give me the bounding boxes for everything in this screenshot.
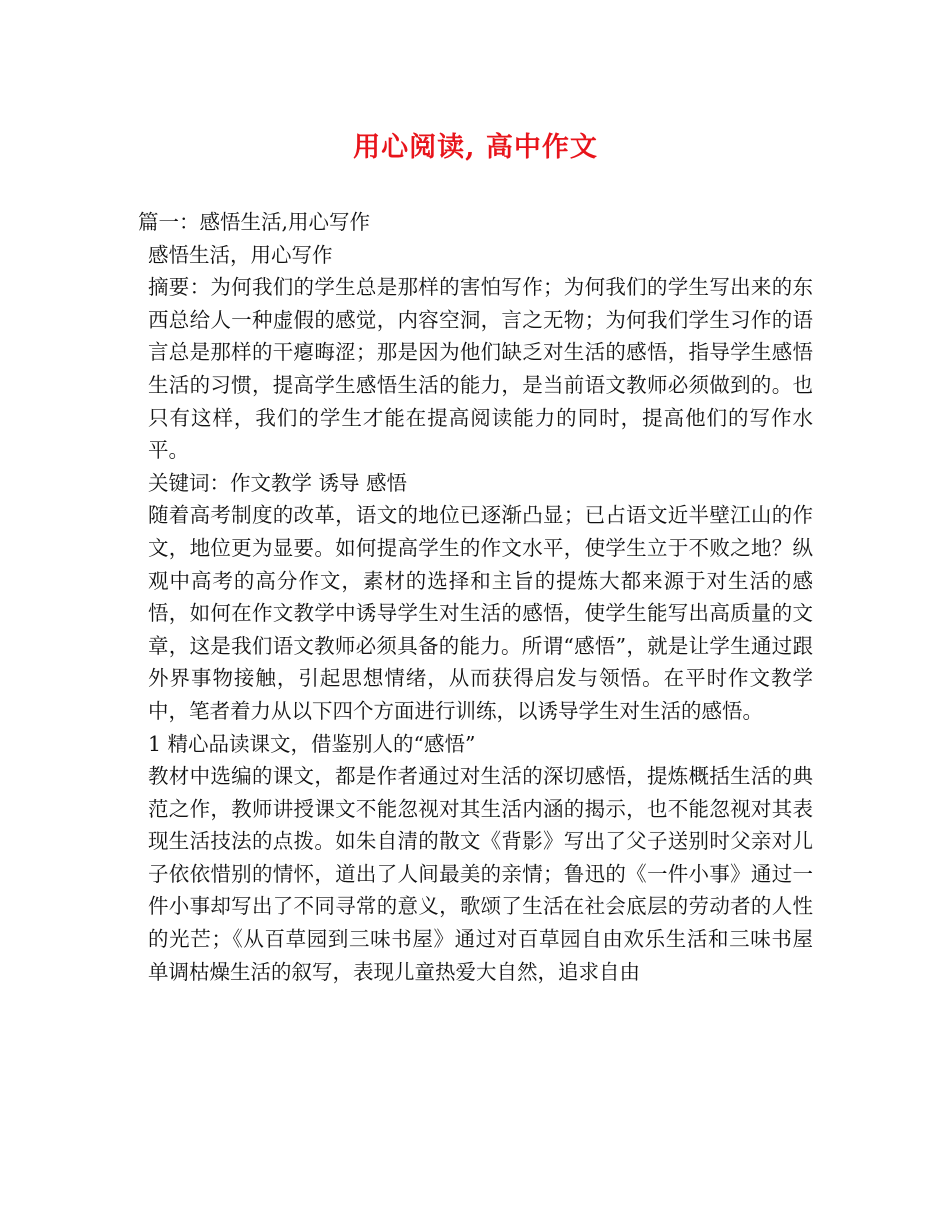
subsection-heading: 1 精心品读课文，借鉴别人的“感悟”: [148, 731, 476, 756]
abstract-paragraph: 摘要：为何我们的学生总是那样的害怕写作；为何我们的学生写出来的东西总给人一种虚假的感觉，内容空洞，言之无物；为何我们学生习作的语言总是那样的干瘪晦涩；那是因为他们缺乏对生活的感悟，指导学生感悟生活的习惯，提高学生感悟生活的能力，是当前语文教师必须做到的。也只有这样，我们的学生才能在提高阅读能力的同时，提高他们的写作水平。: [148, 275, 813, 463]
document-title: 用心阅读, 高中作文: [353, 132, 598, 163]
keywords-paragraph: 关键词：作文教学 诱导 感悟: [148, 470, 408, 495]
body-paragraph: 教材中选编的课文，都是作者通过对生活的深切感悟，提炼概括生活的典范之作，教师讲授课文不能忽视对其生活内涵的揭示，也不能忽视对其表现生活技法的点拨。如朱自清的散文《背影》写出了父子送别时父亲对儿子依依惜别的情怀，道出了人间最美的亲情；鲁迅的《一件小事》通过一件小事却写出了不同寻常的意义，歌颂了生活在社会底层的劳动者的人性的光芒；《从百草园到三味书屋》通过对百草园自由欢乐生活和三味书屋单调枯燥生活的叙写，表现儿童热爱大自然，追求自由: [148, 764, 813, 984]
article-subtitle: 感悟生活，用心写作: [148, 242, 333, 267]
body-paragraph: 随着高考制度的改革，语文的地位已逐渐凸显；已占语文近半壁江山的作文，地位更为显要。如何提高学生的作文水平，使学生立于不败之地？纵观中高考的高分作文，素材的选择和主旨的提炼大都来源于对生活的感悟，如何在作文教学中诱导学生对生活的感悟，使学生能写出高质量的文章，这是我们语文教师必须具备的能力。所谓“感悟”，就是让学生通过跟外界事物接触，引起思想情绪，从而获得启发与领悟。在平时作文教学中，笔者着力从以下四个方面进行训练，以诱导学生对生活的感悟。: [148, 503, 813, 723]
document-page: [138, 128, 813, 988]
section-heading: 篇一：感悟生活,用心写作: [138, 210, 371, 234]
